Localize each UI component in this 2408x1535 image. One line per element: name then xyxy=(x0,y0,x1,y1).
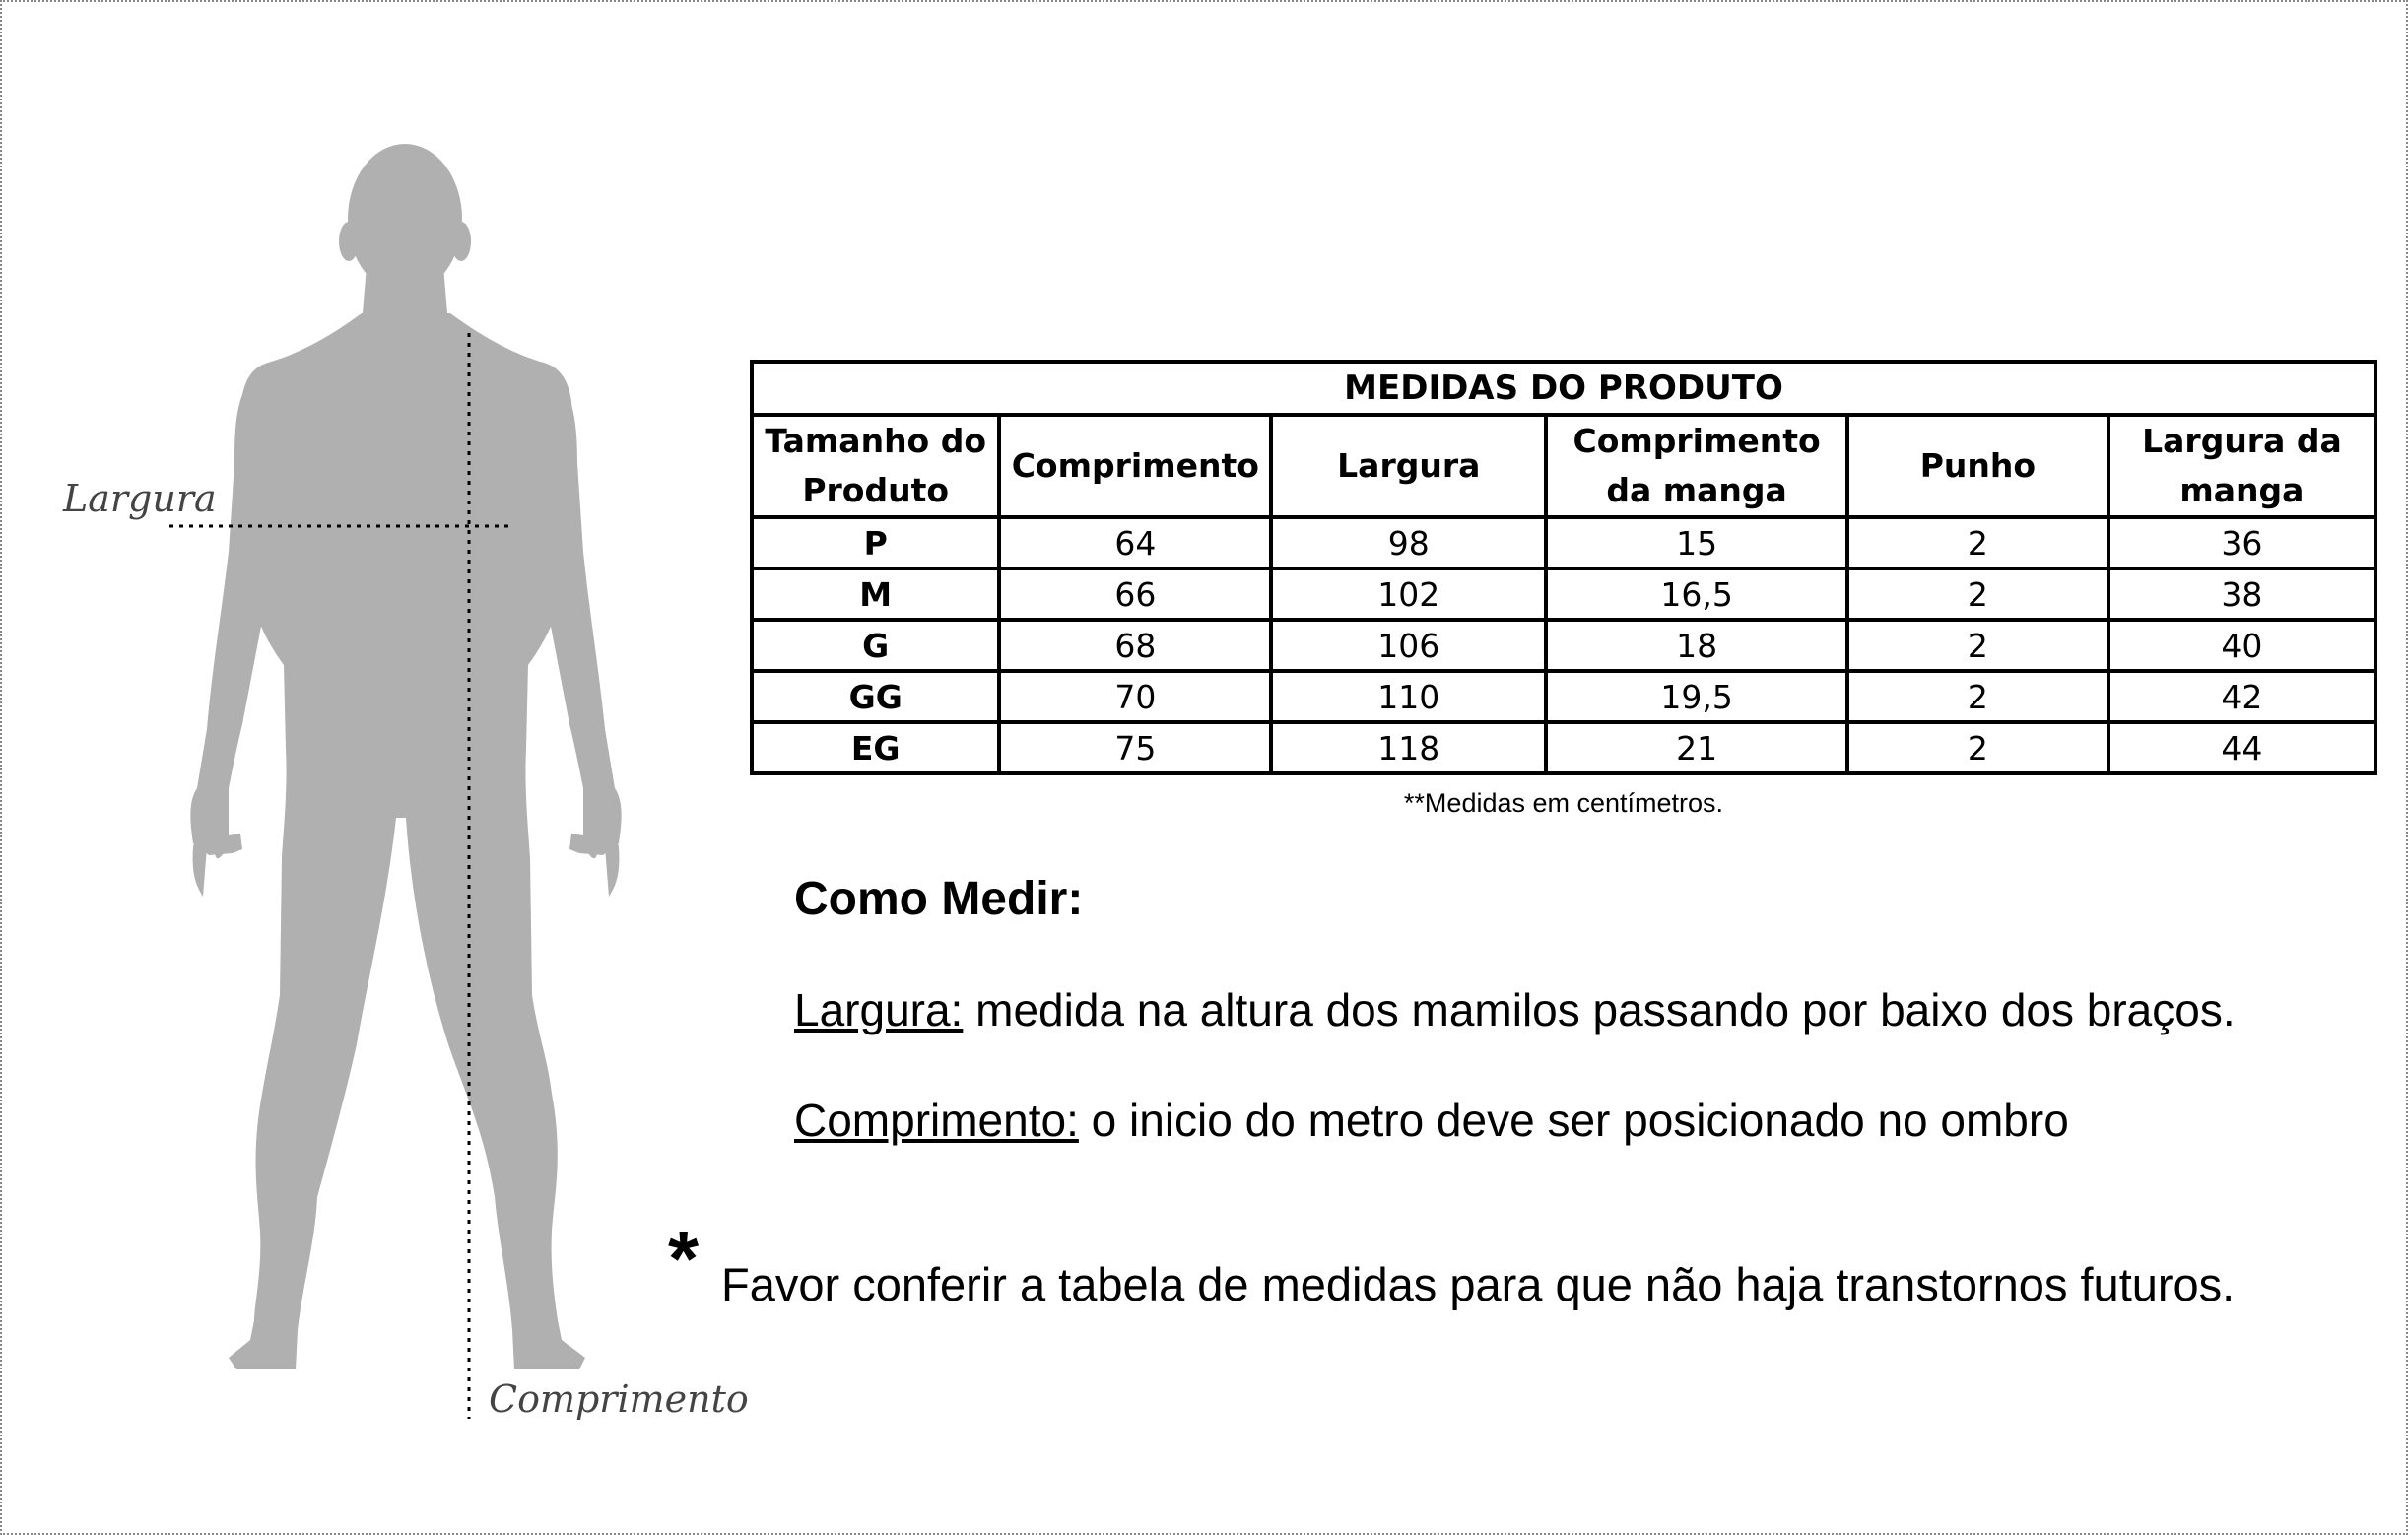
table-cell: 2 xyxy=(1847,568,2108,620)
table-cell: 15 xyxy=(1546,517,1847,568)
table-note: **Medidas em centímetros. xyxy=(1403,788,1724,818)
table-cell: 64 xyxy=(999,517,1271,568)
table-cell: 36 xyxy=(2108,517,2375,568)
asterisk-icon: * xyxy=(668,1215,700,1302)
how-to-title: Como Medir: xyxy=(794,873,1084,925)
largura-text: medida na altura dos mamilos passando por baixo dos braços. xyxy=(963,984,2236,1035)
table-cell: 98 xyxy=(1271,517,1546,568)
silhouette-shape xyxy=(190,144,621,1369)
comprimento-label: Comprimento xyxy=(489,1377,749,1421)
table-cell: 2 xyxy=(1847,517,2108,568)
table-cell: 42 xyxy=(2108,671,2375,722)
table-cell: 118 xyxy=(1271,722,1546,773)
body-figure xyxy=(0,0,749,1535)
table-cell: 70 xyxy=(999,671,1271,722)
table-cell: 19,5 xyxy=(1546,671,1847,722)
header-largura: Largura xyxy=(1271,415,1546,517)
comprimento-term: Comprimento: xyxy=(794,1095,1079,1146)
table-cell: 75 xyxy=(999,722,1271,773)
table-cell: 2 xyxy=(1847,722,2108,773)
comprimento-text: o inicio do metro deve ser posicionado no ombro xyxy=(1078,1095,2069,1146)
table-cell: 110 xyxy=(1271,671,1546,722)
table-cell: 106 xyxy=(1271,620,1546,671)
comprimento-instruction xyxy=(794,1094,2069,1147)
table-cell: 44 xyxy=(2108,722,2375,773)
table-cell: 21 xyxy=(1546,722,1847,773)
table-cell: 2 xyxy=(1847,620,2108,671)
size-cell: EG xyxy=(752,722,999,773)
table-cell: 66 xyxy=(999,568,1271,620)
table-cell: 102 xyxy=(1271,568,1546,620)
largura-label: Largura xyxy=(63,477,217,520)
table-cell: 2 xyxy=(1847,671,2108,722)
size-cell: M xyxy=(752,568,999,620)
largura-term: Largura: xyxy=(794,984,964,1035)
header-tamanho: Tamanho do Produto xyxy=(752,415,999,517)
size-cell: G xyxy=(752,620,999,671)
size-cell: P xyxy=(752,517,999,568)
note-wrapper xyxy=(750,0,2377,887)
table-title: MEDIDAS DO PRODUTO xyxy=(752,362,2375,415)
header-largura-manga: Largura da manga xyxy=(2108,415,2375,517)
table-cell: 40 xyxy=(2108,620,2375,671)
warning-text: Favor conferir a tabela de medidas para que não haja transtornos futuros. xyxy=(721,1258,2236,1310)
header-comprimento-manga: Comprimento da manga xyxy=(1546,415,1847,517)
table-cell: 38 xyxy=(2108,568,2375,620)
header-punho: Punho xyxy=(1847,415,2108,517)
size-cell: GG xyxy=(752,671,999,722)
largura-instruction xyxy=(794,983,2236,1036)
table-cell: 18 xyxy=(1546,620,1847,671)
header-comprimento: Comprimento xyxy=(999,415,1271,517)
table-cell: 68 xyxy=(999,620,1271,671)
table-cell: 16,5 xyxy=(1546,568,1847,620)
male-body-silhouette-icon xyxy=(0,0,749,1535)
